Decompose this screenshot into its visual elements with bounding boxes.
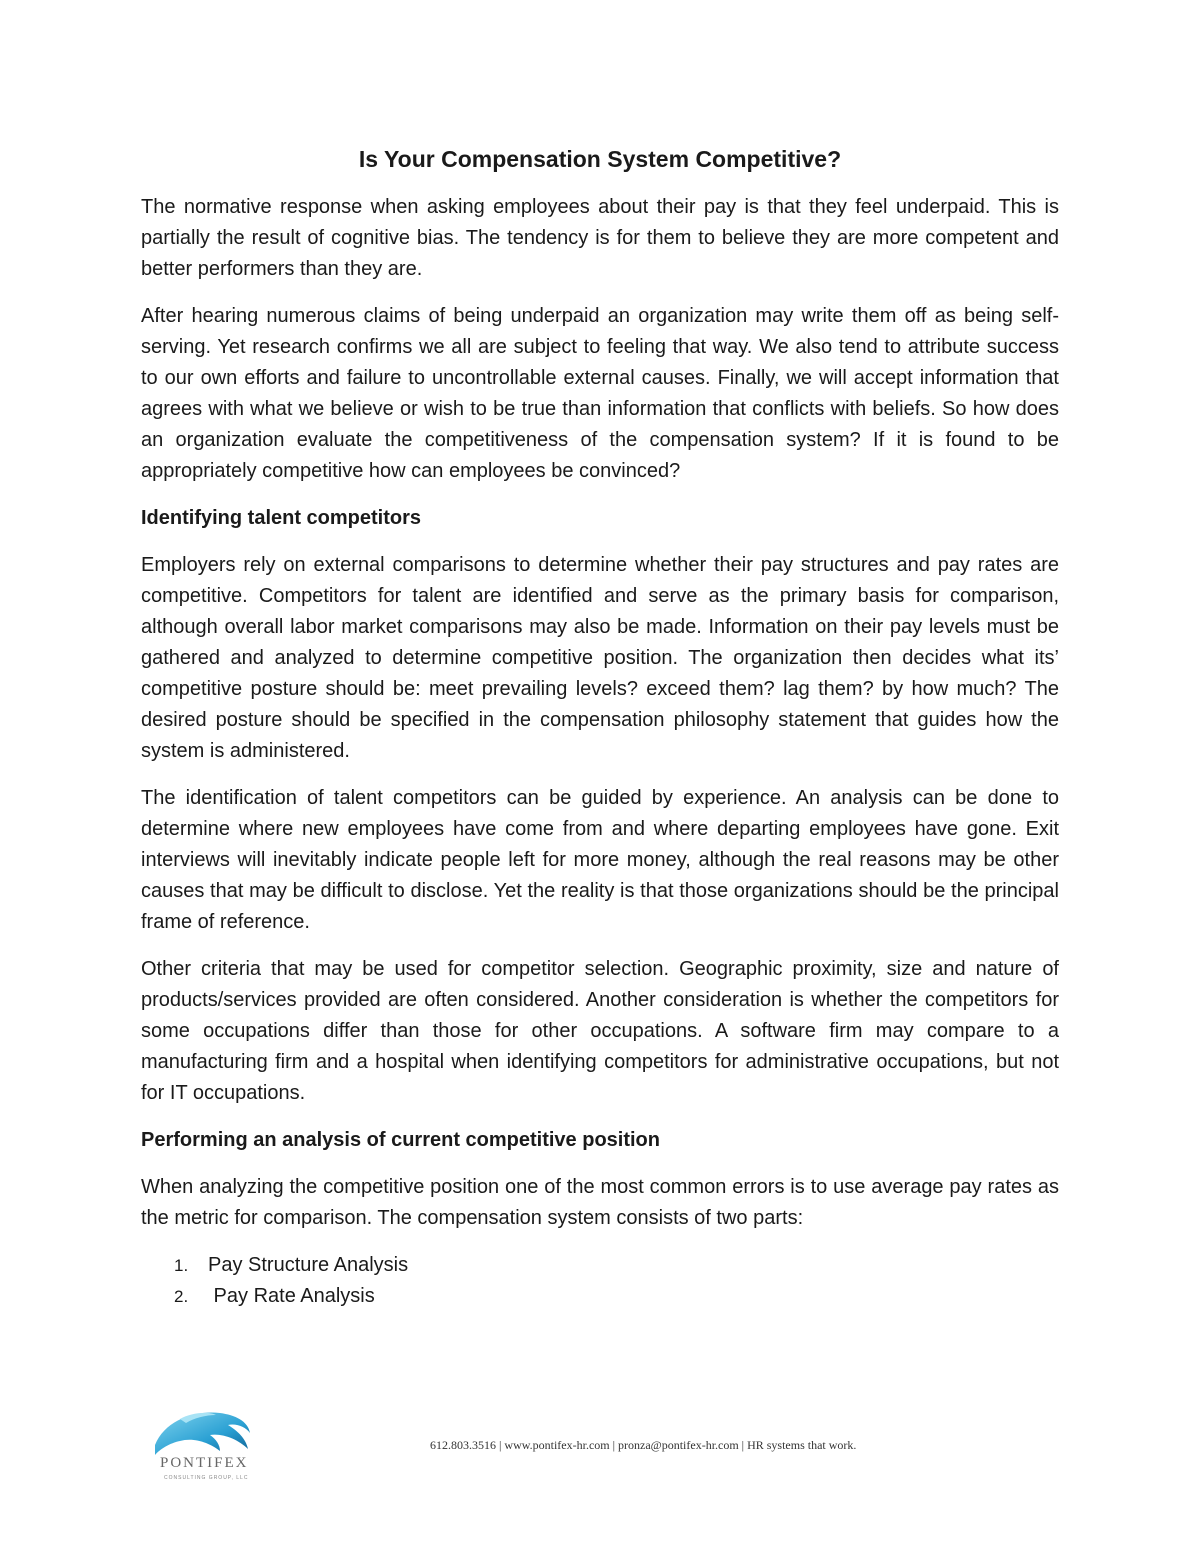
list-item [141, 1250, 1059, 1281]
document-page [141, 140, 1059, 1312]
section1-paragraph-3: Other criteria that may be used for competitor selection. Geographic proximity, size and nature of products/services provided are often considered. Another consideration is whether the competitors for some occupations differ than those for other occupations. A software firm may compare to a manufacturing firm and a hospital when identifying competitors for administrative occupations, but not for IT occupations. [141, 958, 1059, 1104]
section1-paragraph-2: The identification of talent competitors can be guided by experience. An analysis can be done to determine where new employees have come from and where departing employees have gone. Exit interviews will inevitably indicate people left for more money, although the real reasons may be other causes that may be difficult to disclose. Yet the reality is that those organizations should be the principal frame of reference. [141, 787, 1059, 933]
list-item-number: 1. [174, 1256, 189, 1275]
page-footer [150, 1405, 1050, 1495]
intro-paragraph-1: The normative response when asking employees about their pay is that they feel underpaid. This is partially the result of cognitive bias. The tendency is for them to believe they are more competent and better performers than they are. [141, 196, 1059, 280]
pontifex-logo [150, 1405, 260, 1485]
logo-tagline: CONSULTING GROUP, LLC [164, 1475, 249, 1481]
parts-list [141, 1250, 1059, 1312]
section1-paragraph-1: Employers rely on external comparisons to determine whether their pay structures and pay rates are competitive. Competitors for talent are identified and serve as the primary basis for comparison, although overall labor market comparisons may also be made. Information on their pay levels must be gathered and analyzed to determine competitive position. The organization then decides what its’ competitive posture should be: meet prevailing levels? exceed them? lag them? by how much? The desired posture should be specified in the compensation philosophy statement that guides how the system is administered. [141, 554, 1059, 762]
pontifex-logo-mark-icon [150, 1405, 260, 1460]
section-heading-competitive-position: Performing an analysis of current competitive position [141, 1129, 660, 1151]
list-item-text: Pay Rate Analysis [208, 1285, 375, 1307]
section2-paragraph: When analyzing the competitive position one of the most common errors is to use average pay rates as the metric for comparison. The compensation system consists of two parts: [141, 1176, 1059, 1229]
logo-wordmark: PONTIFEX [160, 1455, 249, 1471]
list-item-number: 2. [174, 1287, 189, 1306]
list-item-text: Pay Structure Analysis [208, 1254, 409, 1276]
footer-contact-line: 612.803.3516 | www.pontifex-hr.com | pronza@pontifex-hr.com | HR systems that work. [430, 1438, 857, 1452]
section-heading-talent-competitors: Identifying talent competitors [141, 507, 422, 529]
page-title: Is Your Compensation System Competitive? [358, 146, 842, 172]
list-item [141, 1281, 1059, 1312]
intro-paragraph-2: After hearing numerous claims of being underpaid an organization may write them off as being self-serving. Yet research confirms we all are subject to feeling that way. We also tend to attribute success to our own efforts and failure to uncontrollable external causes. Finally, we will accept information that agrees with what we believe or wish to be true than information that conflicts with beliefs. So how does an organization evaluate the competitiveness of the compensation system? If it is found to be appropriately competitive how can employees be convinced? [141, 305, 1059, 482]
